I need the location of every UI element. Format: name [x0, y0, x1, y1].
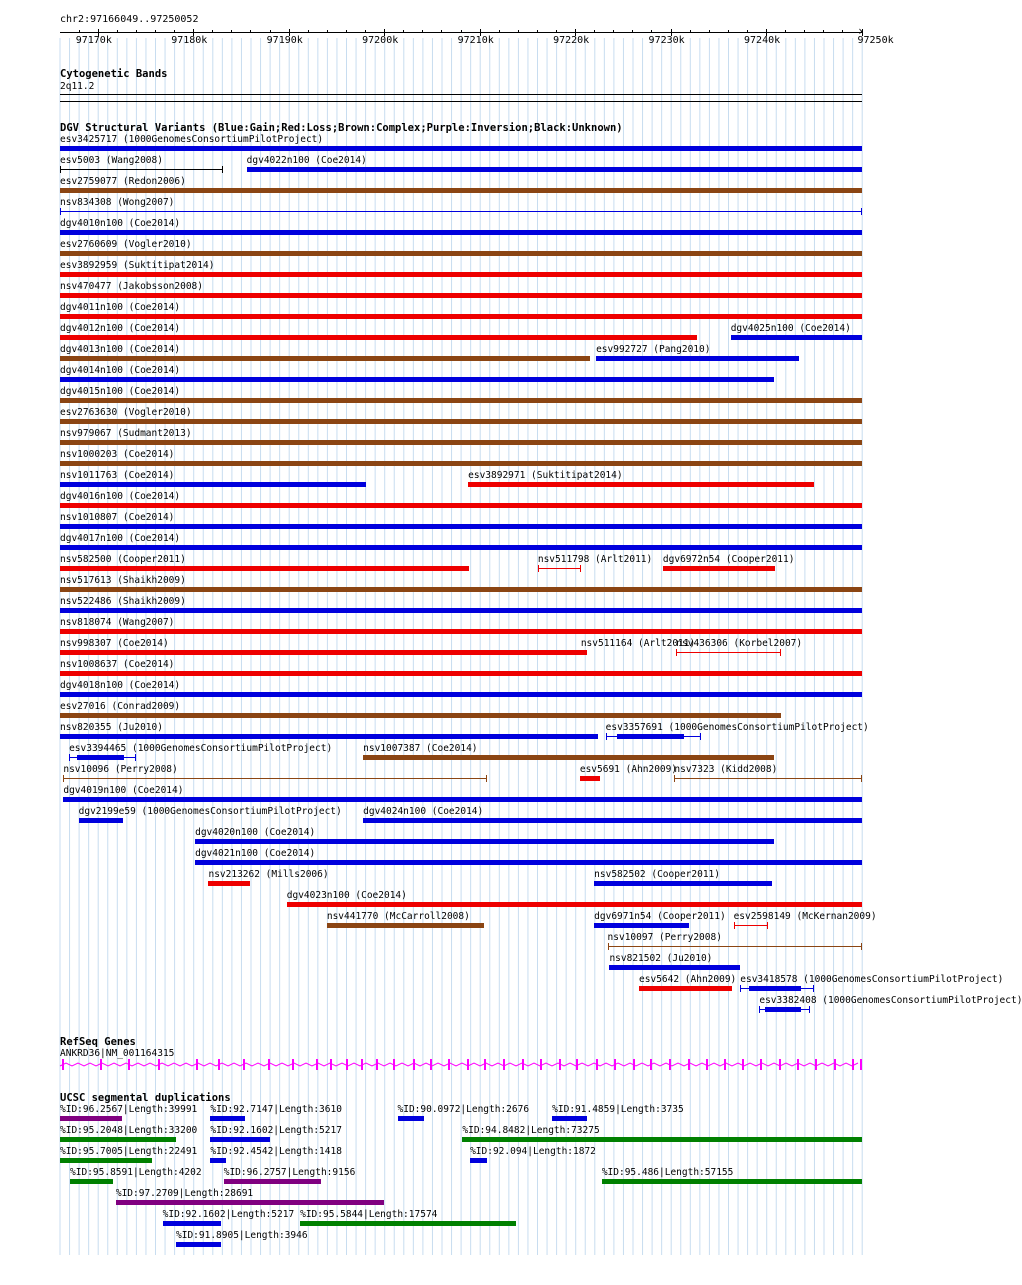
gene-exon	[688, 1059, 690, 1070]
ruler-minor-tick	[728, 30, 729, 33]
ruler-minor-tick	[556, 30, 557, 33]
cytoband-bar[interactable]	[60, 94, 862, 95]
variant-label: nsv511798 (Arlt2011)	[537, 554, 653, 565]
variant-label: nsv522486 (Shaikh2009)	[60, 596, 186, 607]
variant-bar[interactable]	[60, 734, 598, 739]
variant-label: dgv4015n100 (Coe2014)	[60, 386, 181, 397]
gene-exon	[540, 1059, 542, 1070]
variant-label: dgv4025n100 (Coe2014)	[730, 323, 851, 334]
variant-label: dgv4021n100 (Coe2014)	[195, 848, 316, 859]
ruler-minor-tick	[193, 30, 194, 33]
variant-bar[interactable]	[60, 188, 862, 193]
segdup-bar[interactable]	[462, 1137, 862, 1142]
ruler-minor-tick	[804, 30, 805, 33]
ruler-minor-tick	[155, 30, 156, 33]
variant-bar[interactable]	[60, 671, 862, 676]
ruler-tick-label: 97210k	[457, 35, 494, 46]
gene-exon	[834, 1059, 836, 1070]
gene-exon	[559, 1059, 561, 1070]
gene-exon	[361, 1059, 363, 1070]
segdup-track-title: UCSC segmental duplications	[60, 1092, 231, 1104]
variant-bar-cap	[700, 733, 701, 740]
variant-bar-cap	[813, 985, 814, 992]
variant-bar[interactable]	[60, 482, 366, 487]
variant-bar[interactable]	[538, 568, 581, 569]
gene-exon	[596, 1059, 598, 1070]
ruler-tick-label: 97170k	[75, 35, 112, 46]
gene-exon	[815, 1059, 817, 1070]
ruler-minor-tick	[270, 30, 271, 33]
gene-exon	[760, 1059, 762, 1070]
variant-bar[interactable]	[60, 692, 862, 697]
gene-intron-line	[60, 1063, 858, 1066]
segdup-label: %ID:95.486|Length:57155	[601, 1167, 734, 1178]
gene-exon	[724, 1059, 726, 1070]
segdup-label: %ID:95.2048|Length:33200	[60, 1125, 198, 1136]
variant-bar[interactable]	[195, 860, 862, 865]
ruler-minor-tick	[823, 30, 824, 33]
variant-bar[interactable]	[60, 272, 862, 277]
variant-label: nsv582500 (Cooper2011)	[60, 554, 186, 565]
variant-bar-cap	[780, 649, 781, 656]
ruler-tick-label: 97240k	[744, 35, 781, 46]
segdup-bar[interactable]	[163, 1221, 221, 1226]
segdup-label: %ID:92.094|Length:1872	[470, 1146, 596, 1157]
variant-bar-cap	[861, 208, 862, 215]
ruler-minor-tick	[785, 30, 786, 33]
gene-exon	[100, 1059, 102, 1070]
gene-exon	[268, 1059, 270, 1070]
ruler-minor-tick	[365, 30, 366, 33]
variant-label: dgv2199e59 (1000GenomesConsortiumPilotProject)	[78, 806, 342, 817]
variant-bar[interactable]	[60, 377, 774, 382]
variant-label: esv27016 (Conrad2009)	[60, 701, 181, 712]
variant-label: esv5003 (Wang2008)	[60, 155, 163, 166]
ruler-minor-tick	[461, 30, 462, 33]
ruler-minor-tick	[136, 30, 137, 33]
variant-label: nsv998307 (Coe2014)	[60, 638, 169, 649]
gene-exon	[522, 1059, 524, 1070]
cytoband-label: 2q11.2	[60, 81, 95, 92]
segdup-label: %ID:92.7147|Length:3610	[210, 1104, 342, 1115]
ruler-minor-tick	[651, 30, 652, 33]
variant-bar[interactable]	[327, 923, 485, 928]
ruler-minor-tick	[98, 30, 99, 33]
gene-exon	[393, 1059, 395, 1070]
ruler-arrow-right: ›	[857, 24, 865, 38]
ruler-minor-tick	[174, 30, 175, 33]
variant-label: dgv4023n100 (Coe2014)	[286, 890, 407, 901]
variant-bar[interactable]	[468, 482, 814, 487]
segdup-bar[interactable]	[602, 1179, 862, 1184]
ruler-minor-tick	[842, 30, 843, 33]
variant-bar[interactable]	[60, 356, 590, 361]
variant-label: dgv4012n100 (Coe2014)	[60, 323, 181, 334]
variant-label: nsv213262 (Mills2006)	[208, 869, 329, 880]
gene-exon	[706, 1059, 708, 1070]
dgv-track-title: DGV Structural Variants (Blue:Gain;Red:Loss;Brown:Complex;Purple:Inversion;Black:Unknown)	[60, 122, 623, 134]
variant-label: nsv511164 (Arlt2011)	[580, 638, 696, 649]
segdup-label: %ID:94.8482|Length:73275	[462, 1125, 600, 1136]
variant-label: dgv4013n100 (Coe2014)	[60, 344, 181, 355]
variant-bar[interactable]	[765, 1007, 800, 1012]
variant-label: dgv6971n54 (Cooper2011)	[594, 911, 726, 922]
ruler-minor-tick	[575, 30, 576, 33]
variant-label: esv3394465 (1000GenomesConsortiumPilotProject)	[69, 743, 333, 754]
ruler-tick-label: 97190k	[266, 35, 303, 46]
variant-bar-cap	[767, 922, 768, 929]
variant-label: nsv517613 (Shaikh2009)	[60, 575, 186, 586]
ruler-tick-label: 97250k	[857, 35, 894, 46]
variant-bar[interactable]	[363, 818, 862, 823]
variant-bar[interactable]	[60, 608, 862, 613]
variant-bar-cap	[538, 565, 539, 572]
ruler-minor-tick	[79, 30, 80, 33]
variant-label: nsv1011763 (Coe2014)	[60, 470, 175, 481]
variant-label: esv3425717 (1000GenomesConsortiumPilotProject)	[60, 134, 324, 145]
variant-label: dgv4010n100 (Coe2014)	[60, 218, 181, 229]
variant-label: nsv1010807 (Coe2014)	[60, 512, 175, 523]
ruler-minor-tick	[747, 30, 748, 33]
segdup-label: %ID:97.2709|Length:28691	[115, 1188, 254, 1199]
variant-label: nsv818074 (Wang2007)	[60, 617, 175, 628]
gene-exon	[852, 1059, 854, 1070]
variant-bar-cap	[676, 649, 677, 656]
variant-label: dgv4024n100 (Coe2014)	[363, 806, 484, 817]
variant-label: dgv4022n100 (Coe2014)	[246, 155, 367, 166]
ruler-minor-tick	[308, 30, 309, 33]
variant-label: nsv1000203 (Coe2014)	[60, 449, 175, 460]
variant-bar-cap	[608, 943, 609, 950]
variant-bar[interactable]	[63, 797, 862, 802]
segdup-label: %ID:95.7005|Length:22491	[60, 1146, 198, 1157]
segdup-label: %ID:95.5844|Length:17574	[300, 1209, 438, 1220]
variant-bar[interactable]	[60, 461, 862, 466]
variant-bar[interactable]	[60, 713, 781, 718]
variant-bar[interactable]	[60, 545, 862, 550]
gene-exon	[797, 1059, 799, 1070]
variant-label: esv2598149 (McKernan2009)	[733, 911, 877, 922]
gene-exon	[413, 1059, 415, 1070]
variant-bar[interactable]	[195, 839, 774, 844]
segdup-bar[interactable]	[60, 1116, 122, 1121]
ruler-minor-tick	[613, 30, 614, 33]
refseq-track-title: RefSeq Genes	[60, 1036, 136, 1048]
variant-bar[interactable]	[60, 398, 862, 403]
variant-bar[interactable]	[60, 587, 862, 592]
variant-label: nsv470477 (Jakobsson2008)	[60, 281, 203, 292]
variant-bar[interactable]	[60, 251, 862, 256]
gene-exon	[503, 1059, 505, 1070]
ruler-minor-tick	[289, 30, 290, 33]
segdup-label: %ID:96.2757|Length:9156	[223, 1167, 356, 1178]
gene-exon	[633, 1059, 635, 1070]
refseq-gene-model[interactable]	[0, 1058, 890, 1072]
ruler-minor-tick	[594, 30, 595, 33]
ruler-minor-tick	[518, 30, 519, 33]
variant-label: nsv10097 (Perry2008)	[607, 932, 722, 943]
variant-bar[interactable]	[581, 650, 587, 655]
variant-bar[interactable]	[60, 503, 862, 508]
ruler-minor-tick	[231, 30, 232, 33]
gene-exon	[669, 1059, 671, 1070]
variant-label: esv5642 (Ahn2009)	[639, 974, 737, 985]
variant-label: esv3892959 (Suktitipat2014)	[60, 260, 215, 271]
ruler-minor-tick	[766, 30, 767, 33]
segdup-label: %ID:92.4542|Length:1418	[210, 1146, 342, 1157]
variant-label: dgv4016n100 (Coe2014)	[60, 491, 181, 502]
variant-bar[interactable]	[60, 211, 862, 212]
segdup-bar[interactable]	[470, 1158, 487, 1163]
variant-label: esv3892971 (Suktitipat2014)	[468, 470, 623, 481]
variant-bar-cap	[674, 775, 675, 782]
variant-bar[interactable]	[734, 925, 768, 926]
variant-bar[interactable]	[594, 923, 689, 928]
variant-bar[interactable]	[60, 524, 862, 529]
variant-label: nsv10096 (Perry2008)	[63, 764, 178, 775]
variant-label: dgv6972n54 (Cooper2011)	[662, 554, 795, 565]
track-divider	[60, 101, 862, 102]
variant-label: nsv821502 (Ju2010)	[609, 953, 713, 964]
segdup-bar[interactable]	[224, 1179, 321, 1184]
variant-bar[interactable]	[60, 419, 862, 424]
segdup-label: %ID:95.8591|Length:4202	[70, 1167, 202, 1178]
variant-bar-cap	[486, 775, 487, 782]
variant-label: nsv1007387 (Coe2014)	[363, 743, 478, 754]
gene-exon	[330, 1059, 332, 1070]
variant-label: dgv4018n100 (Coe2014)	[60, 680, 181, 691]
variant-bar-cap	[63, 775, 64, 782]
variant-bar[interactable]	[60, 335, 697, 340]
variant-label: esv5691 (Ahn2009)	[579, 764, 678, 775]
gene-exon	[779, 1059, 781, 1070]
segdup-bar[interactable]	[70, 1179, 113, 1184]
variant-label: nsv436306 (Korbel2007)	[676, 638, 803, 649]
gene-exon	[430, 1059, 432, 1070]
variant-label: esv3357691 (1000GenomesConsortiumPilotProject)	[605, 722, 869, 733]
variant-label: nsv582502 (Cooper2011)	[594, 869, 721, 880]
variant-bar[interactable]	[60, 230, 862, 235]
variant-bar[interactable]	[60, 566, 469, 571]
segdup-bar[interactable]	[116, 1200, 384, 1205]
variant-bar[interactable]	[60, 629, 862, 634]
variant-bar[interactable]	[609, 965, 740, 970]
variant-label: nsv834308 (Wong2007)	[60, 197, 175, 208]
variant-bar[interactable]	[79, 818, 123, 823]
ruler-minor-tick	[690, 30, 691, 33]
variant-bar[interactable]	[60, 293, 862, 298]
segdup-bar[interactable]	[398, 1116, 425, 1121]
variant-bar[interactable]	[749, 986, 800, 991]
ruler-minor-tick	[480, 30, 481, 33]
segdup-bar[interactable]	[300, 1221, 516, 1226]
segdup-bar[interactable]	[210, 1158, 225, 1163]
variant-bar-cap	[861, 775, 862, 782]
gene-exon	[62, 1059, 64, 1070]
gene-exon	[614, 1059, 616, 1070]
variant-bar[interactable]	[60, 440, 862, 445]
variant-bar[interactable]	[580, 776, 600, 781]
gene-exon	[292, 1059, 294, 1070]
gene-exon	[448, 1059, 450, 1070]
variant-bar[interactable]	[60, 650, 581, 655]
variant-label: dgv4020n100 (Coe2014)	[195, 827, 316, 838]
gene-exon	[243, 1059, 245, 1070]
ruler-minor-tick	[441, 30, 442, 33]
gene-exon	[376, 1059, 378, 1070]
ruler-minor-tick	[422, 30, 423, 33]
variant-label: dgv4011n100 (Coe2014)	[60, 302, 181, 313]
variant-bar-cap	[222, 166, 223, 173]
variant-bar[interactable]	[663, 566, 775, 571]
gene-exon	[196, 1059, 198, 1070]
variant-bar[interactable]	[77, 755, 124, 760]
variant-bar-cap	[861, 943, 862, 950]
segdup-bar[interactable]	[552, 1116, 586, 1121]
variant-label: esv2763630 (Vogler2010)	[60, 407, 192, 418]
ruler-tick-label: 97220k	[553, 35, 590, 46]
ruler-minor-tick	[212, 30, 213, 33]
segdup-bar[interactable]	[176, 1242, 221, 1247]
gene-exon	[860, 1059, 862, 1070]
segdup-bar[interactable]	[210, 1137, 269, 1142]
variant-label: nsv1008637 (Coe2014)	[60, 659, 175, 670]
ruler-tick-label: 97200k	[362, 35, 399, 46]
variant-bar[interactable]	[608, 946, 862, 947]
variant-label: dgv4019n100 (Coe2014)	[63, 785, 184, 796]
gene-exon	[128, 1059, 130, 1070]
variant-bar[interactable]	[596, 356, 799, 361]
variant-bar[interactable]	[60, 314, 862, 319]
variant-label: esv992727 (Pang2010)	[596, 344, 711, 355]
segdup-label: %ID:96.2567|Length:39991	[60, 1104, 198, 1115]
variant-bar-cap	[69, 754, 70, 761]
segdup-bar[interactable]	[60, 1137, 176, 1142]
variant-bar[interactable]	[731, 335, 862, 340]
variant-bar[interactable]	[674, 778, 862, 779]
segdup-bar[interactable]	[210, 1116, 244, 1121]
variant-bar[interactable]	[63, 778, 487, 779]
ruler-minor-tick	[709, 30, 710, 33]
variant-bar-cap	[759, 1006, 760, 1013]
variant-bar[interactable]	[60, 169, 223, 170]
variant-label: dgv4014n100 (Coe2014)	[60, 365, 181, 376]
gene-exon	[467, 1059, 469, 1070]
ruler-minor-tick	[499, 30, 500, 33]
ruler-minor-tick	[632, 30, 633, 33]
variant-bar[interactable]	[60, 146, 862, 151]
segdup-label: %ID:90.0972|Length:2676	[397, 1104, 530, 1115]
variant-label: nsv7323 (Kidd2008)	[674, 764, 778, 775]
variant-bar-cap	[734, 922, 735, 929]
gene-exon	[650, 1059, 652, 1070]
variant-bar-cap	[135, 754, 136, 761]
variant-label: esv2759077 (Redon2006)	[60, 176, 186, 187]
variant-label: nsv979067 (Sudmant2013)	[60, 428, 192, 439]
ruler-tick-label: 97180k	[171, 35, 208, 46]
gene-exon	[158, 1059, 160, 1070]
ruler-minor-tick	[346, 30, 347, 33]
ruler-tick-label: 97230k	[648, 35, 685, 46]
gene-exon	[576, 1059, 578, 1070]
variant-label: esv2760609 (Vogler2010)	[60, 239, 192, 250]
ruler-minor-tick	[537, 30, 538, 33]
variant-bar-cap	[60, 166, 61, 173]
variant-bar-cap	[60, 208, 61, 215]
variant-bar-cap	[606, 733, 607, 740]
segdup-label: %ID:92.1602|Length:5217	[210, 1125, 342, 1136]
variant-bar[interactable]	[617, 734, 684, 739]
gene-exon	[316, 1059, 318, 1070]
cytoband-track-title: Cytogenetic Bands	[60, 68, 168, 80]
variant-bar[interactable]	[594, 881, 772, 886]
genome-coordinates: chr2:97166049..97250052	[60, 14, 199, 25]
variant-bar[interactable]	[247, 167, 862, 172]
ruler-minor-tick	[117, 30, 118, 33]
variant-label: nsv441770 (McCarroll2008)	[326, 911, 470, 922]
segdup-bar[interactable]	[60, 1158, 152, 1163]
segdup-label: %ID:91.8905|Length:3946	[176, 1230, 308, 1241]
variant-label: nsv820355 (Ju2010)	[60, 722, 163, 733]
ruler-minor-tick	[250, 30, 251, 33]
variant-bar[interactable]	[639, 986, 732, 991]
segdup-label: %ID:91.4859|Length:3735	[552, 1104, 684, 1115]
variant-bar-cap	[809, 1006, 810, 1013]
gene-exon	[218, 1059, 220, 1070]
ruler-minor-tick	[327, 30, 328, 33]
ruler-minor-tick	[671, 30, 672, 33]
variant-label: esv3418578 (1000GenomesConsortiumPilotProject)	[740, 974, 1004, 985]
gene-exon	[484, 1059, 486, 1070]
ruler-minor-tick	[403, 30, 404, 33]
variant-bar[interactable]	[287, 902, 862, 907]
variant-bar-cap	[580, 565, 581, 572]
variant-label: esv3382408 (1000GenomesConsortiumPilotProject)	[759, 995, 1022, 1006]
ruler-minor-tick	[384, 30, 385, 33]
refseq-gene-label[interactable]: ANKRD36|NM_001164315	[60, 1048, 175, 1059]
variant-label: dgv4017n100 (Coe2014)	[60, 533, 181, 544]
gene-exon	[346, 1059, 348, 1070]
segdup-label: %ID:92.1602|Length:5217	[162, 1209, 295, 1220]
gene-exon	[742, 1059, 744, 1070]
variant-bar[interactable]	[208, 881, 250, 886]
variant-bar[interactable]	[363, 755, 774, 760]
variant-bar[interactable]	[676, 652, 781, 653]
variant-bar-cap	[740, 985, 741, 992]
